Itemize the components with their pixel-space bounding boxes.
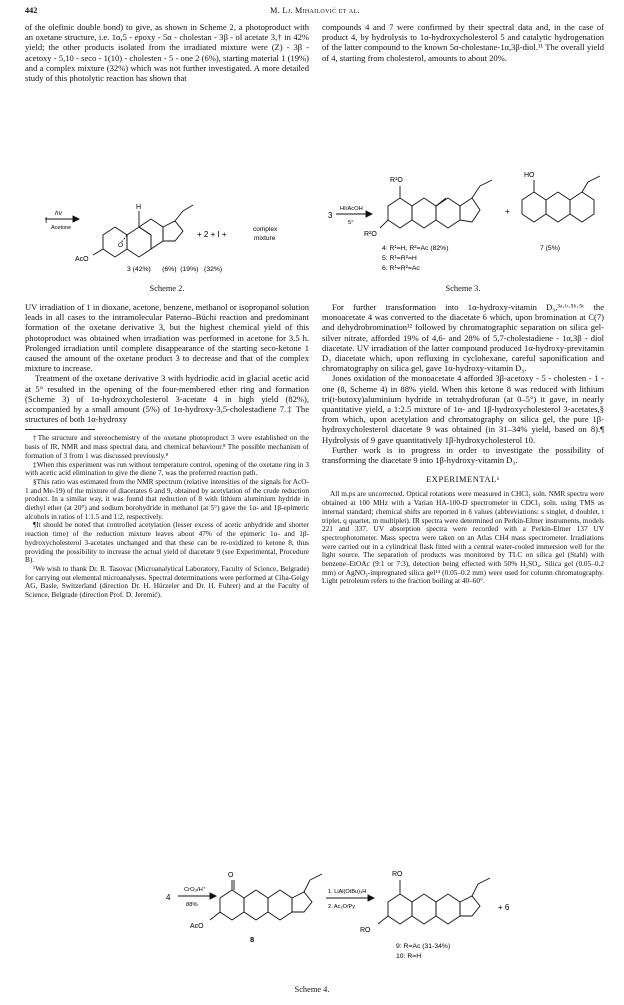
running-title: M. Lj. Mihailović et al. — [270, 6, 360, 15]
reagent-top: hν — [55, 210, 62, 217]
start-label: 3 — [328, 211, 333, 220]
scheme-4-caption: Scheme 4. — [294, 985, 330, 994]
ring-a — [103, 227, 127, 257]
reagent-bottom: 5° — [348, 220, 354, 226]
reagent-bottom: Acetone — [51, 225, 72, 231]
footnote: §This ratio was estimated from the NMR spectrum (relative intensities of the signals for AcO-1 and Me-19) of the mixture of diacetates 6 and 9, obtained by acetylation of the crude reduction product. In a similar way, it was found that reduction of 8 with lithium aluminium hydride in diethyl ether (at 20°) and sodium borohydride in methanol (at 5°) gave the 1α- and 1β-epimeric alcohols in ratios of 1:1.5 and 1:2, respectively. — [25, 476, 309, 521]
plus-6-label: + 6 — [498, 903, 510, 912]
h-label: H — [136, 204, 142, 211]
label-6: 6: R¹=R²=Ac — [382, 265, 420, 272]
ring-d — [292, 892, 312, 912]
ring-c — [436, 198, 460, 228]
footnotes — [25, 434, 309, 599]
ring-d — [460, 198, 480, 222]
mixture-label: mixture — [254, 235, 276, 242]
experimental-text: All m.ps are uncorrected. Optical rotations were measured in CHCl₃ soln. NMR spectra were obtained at 100 MHz with a Varian HA-100-D spectrometer in CDCl₃ soln. using TMS as internal standard; chemical shifts are reported in δ values (abbreviations: s singlet, d doublet, t triplet, q quartet, m multiplet). IR spectra were determined on Perkin-Elmer instruments, models 221 and 337. UV absorption spectra were recorded with a Perkin-Elmer 137 UV spectrophotometer. Mass spectra were taken on an Atlas CH4 mass spectrometer. Irradiations were carried out in a cylindrical flask fitted with a central water-cooled immersion well for the light source. The separation of products was monitored by TLC on silica gel (Stahl) with benzene–EtOAc (9:1 or 7:3), detection being effected with 50% H₂SO₄. Silica gel (0.05–0.2 mm) or AgNO₃-impregnated silica gel¹⁴ (0.05–0.2 mm) were used for column chromatography. Light petroleum refers to the fraction boiling at 40–60°. — [322, 489, 604, 586]
plus-label: + — [505, 207, 510, 216]
ring-c — [570, 192, 594, 222]
ring-a — [522, 192, 546, 222]
ring-a — [388, 198, 412, 228]
side-chain — [472, 186, 480, 198]
sum-label: + 2 + I + — [197, 230, 227, 239]
ring-a — [388, 894, 412, 924]
ring-b — [244, 890, 268, 920]
reagent-2-top: 1. LiAl(OtBu)₃H — [328, 889, 367, 895]
ring-b — [412, 198, 436, 228]
label-10: 10: R=H — [396, 953, 422, 960]
arrow-head — [368, 895, 374, 901]
label-9: 9: R=Ac (31-34%) — [396, 943, 451, 950]
r2o-bond — [380, 220, 388, 228]
side-chain — [480, 180, 492, 186]
ring-c — [139, 219, 163, 249]
scheme-3-diagram — [322, 140, 604, 285]
side-chain — [472, 884, 478, 896]
start-label: I — [45, 216, 48, 225]
aco-label: AcO — [190, 923, 204, 930]
ring-b — [127, 227, 151, 257]
paragraph: of the olefinic double bond) to give, as shown in Scheme 2, a photoproduct with an oxetane structure, i.e. 1α,5 - epoxy - 5α - cholestan - 3β - ol acetate 3,† in 42% yield; the other products isolated from the irradiated mixture were (Z) - 3β - acetoxy - 5,10 - seco - 1(10) - cholesten - 5 - one 2 (6%), starting material 1 (19%) and a complex mixture (32%) which was not further investigated. A more detailed study of this photolytic reaction has shown that — [25, 22, 309, 84]
paragraph: compounds 4 and 7 were confirmed by their spectral data and, in the case of product 4, by hydrolysis to 1α-hydroxycholesterol 5 and catalytic hydrogenation of the latter compound to the known 5α-cholestane-1α,3β-diol.¹¹ The overall yield of 4, starting from cholesterol, amounts to about 20%. — [322, 22, 604, 63]
paragraph: UV irradiation of 1 in dioxane, acetone, benzene, methanol or isopropanol solution leads in all cases to the intramolecular Paterno–Büchi reaction and predominant formation of the oxetane derivative 3, but the highest chemical yield of this photoproduct was obtained when irradiation was performed in acetone for 3.5 h. Prolonged irradiation until complete disappearance of the starting seco-ketone 1 caused the amount of the oxetane product 3 to decrease and that of the complex mixture to increase. — [25, 302, 309, 374]
footnote: ¶It should be noted that controlled acetylation (lesser excess of acetic anhydride and shorter reaction time) of the reduction mixture leaves about 47% of the epimeric 1α- and 1β-hydroxycholesterol 3-acetates unchanged and that these can be re-oxidized to ketone 8, thus providing the possibility to increase the actual yield of diacetate 9 (see Experimental, Procedure B). — [25, 520, 309, 565]
aco-bond — [93, 249, 103, 255]
reagent-1-bottom: 88% — [186, 902, 198, 908]
ro-bottom-label: RO — [360, 927, 371, 934]
paragraph: For further transformation into 1α-hydroxy-vitamin D₃,³ᵃ·ᵇ·⁵ᵇ·⁵ᶜ the monoacetate 4 was converted to the diacetate 6 which, upon bromination at C(7) and dehydrobromination¹² followed by chromatographic separation on silica gel-silver nitrate, afforded 19% of 4,6- and 28% of 5,7-cholestadiene - 1α,3β - diol diacetate. UV irradiation of the latter compound produced 1α-hydroxy-previtamin D₃ diacetate which, upon refluxing in cyclohexane, careful saponification and chromatography on silica gel, gave 1α-hydroxy-vitamin D₃. — [322, 302, 604, 374]
col1-main-text — [25, 302, 309, 600]
side-chain — [183, 205, 193, 211]
side-chain — [582, 182, 588, 192]
complex-label: complex — [253, 226, 278, 233]
col1-top-text — [25, 22, 309, 83]
label-5: 5: R¹=R²=H — [382, 255, 417, 262]
experimental-text-block — [322, 490, 604, 586]
aco-bond — [210, 912, 220, 920]
scheme-2-caption: Scheme 2. — [149, 284, 185, 293]
yields-label: 3 (42%) (6%) (19%) (32%) — [127, 266, 223, 273]
side-chain — [304, 880, 310, 892]
paragraph: Further work is in progress in order to investigate the possibility of transforming the diacetate 9 into 1β-hydroxy-vitamin D₃. — [322, 444, 604, 466]
page-header — [25, 6, 605, 20]
o-label: O — [228, 872, 234, 879]
arrow-head — [73, 216, 79, 222]
arrow-head — [366, 211, 372, 217]
reagent-top: HI/AcOH — [340, 206, 363, 212]
ring-a — [220, 890, 244, 920]
start-label: 4 — [166, 893, 171, 902]
scheme-2-diagram — [25, 165, 309, 285]
footnote-rule — [25, 429, 95, 430]
col2-top-text — [322, 22, 604, 63]
aco-label: AcO — [75, 256, 89, 263]
reagent-1-top: CrO₃/H⁺ — [184, 887, 206, 893]
side-chain — [588, 176, 600, 182]
page-number: 442 — [25, 6, 38, 15]
paragraph: Treatment of the oxetane derivative 3 with hydriodic acid in glacial acetic acid at 5° resulted in the opening of the four-membered ether ring and formation (Scheme 3) of 1α-hydroxycholesterol 3-acetate 4 in high yield (82%), accompanied by a small amount (5%) of 1α-hydroxy-3,5-cholestadiene 7.‡ The structures of both 1α-hydroxy — [25, 373, 309, 425]
reagent-2-bottom: 2. Ac₂O/Py — [328, 904, 356, 910]
ring-b — [546, 192, 570, 222]
ring-d — [163, 221, 183, 241]
r1o-label: R¹O — [390, 177, 403, 184]
arrow-head — [210, 893, 216, 899]
ring-c — [268, 890, 292, 920]
o-label: O — [118, 242, 124, 249]
col2-main-text — [322, 302, 604, 586]
side-chain — [478, 878, 490, 884]
scheme-3-caption: Scheme 3. — [445, 284, 481, 293]
label-8: 8 — [250, 935, 255, 944]
label-7: 7 (5%) — [540, 245, 561, 252]
footnote: ‡When this experiment was run without temperature control, opening of the oxetane ring in 3 with acetic acid elimination to give the diene 7, was the preferred reaction path. — [25, 459, 309, 478]
footnote: ¹We wish to thank Dr. R. Tasovac (Microanalytical Laboratory, Faculty of Science, Belgrade) for carrying out elemental microanalyses. Spectral determinations were performed at Ciba-Geigy AG, Basle, Switzerland (direction Dr. H. Hürzeler and Dr. H. Fuhrer) and at the Faculty of Science, Belgrade (direction Prof. D. Jeremić). — [25, 563, 309, 600]
side-chain — [310, 874, 322, 880]
experimental-heading: EXPERIMENTAL¹ — [426, 475, 500, 485]
footnote: †The structure and stereochemistry of the oxetane photoproduct 3 were established on the basis of IR, NMR and mass spectral data, and chemical behaviour.⁸ The possible mechanism of formation of 3 from 1 was discussed previously.⁸ — [25, 433, 309, 460]
ro-top-label: RO — [392, 871, 403, 878]
side-chain — [175, 211, 183, 221]
label-4: 4: R¹=H, R²=Ac (82%) — [382, 245, 449, 252]
r2o-label: R²O — [364, 231, 377, 238]
paragraph: Jones oxidation of the monoacetate 4 afforded 3β-acetoxy - 5 - cholesten - 1 - one (8, Scheme 4) in 88% yield. When this ketone 8 was reduced with lithium tri(t-butoxy)aluminium hydride in tetrahydrofuran (at 0–5°) it gave, in nearly quantitative yield, a 1:2.5 mixture of 1α- and 1β-hydroxycholesterol 3-acetates,§ from which, upon acetylation and chromatography on silica gel, the pure 1β-hydroxycholesterol diacetate 9 was obtained (in 31–34% yield, based on 8).¶ Hydrolysis of 9 gave quantitatively 1β-hydroxycholesterol 10. — [322, 373, 604, 445]
ring-d — [460, 896, 480, 916]
ring-c — [436, 894, 460, 924]
ring-b — [412, 894, 436, 924]
ho-label: HO — [524, 172, 535, 179]
scheme-4-diagram — [100, 858, 540, 978]
ro-bond — [378, 916, 388, 924]
